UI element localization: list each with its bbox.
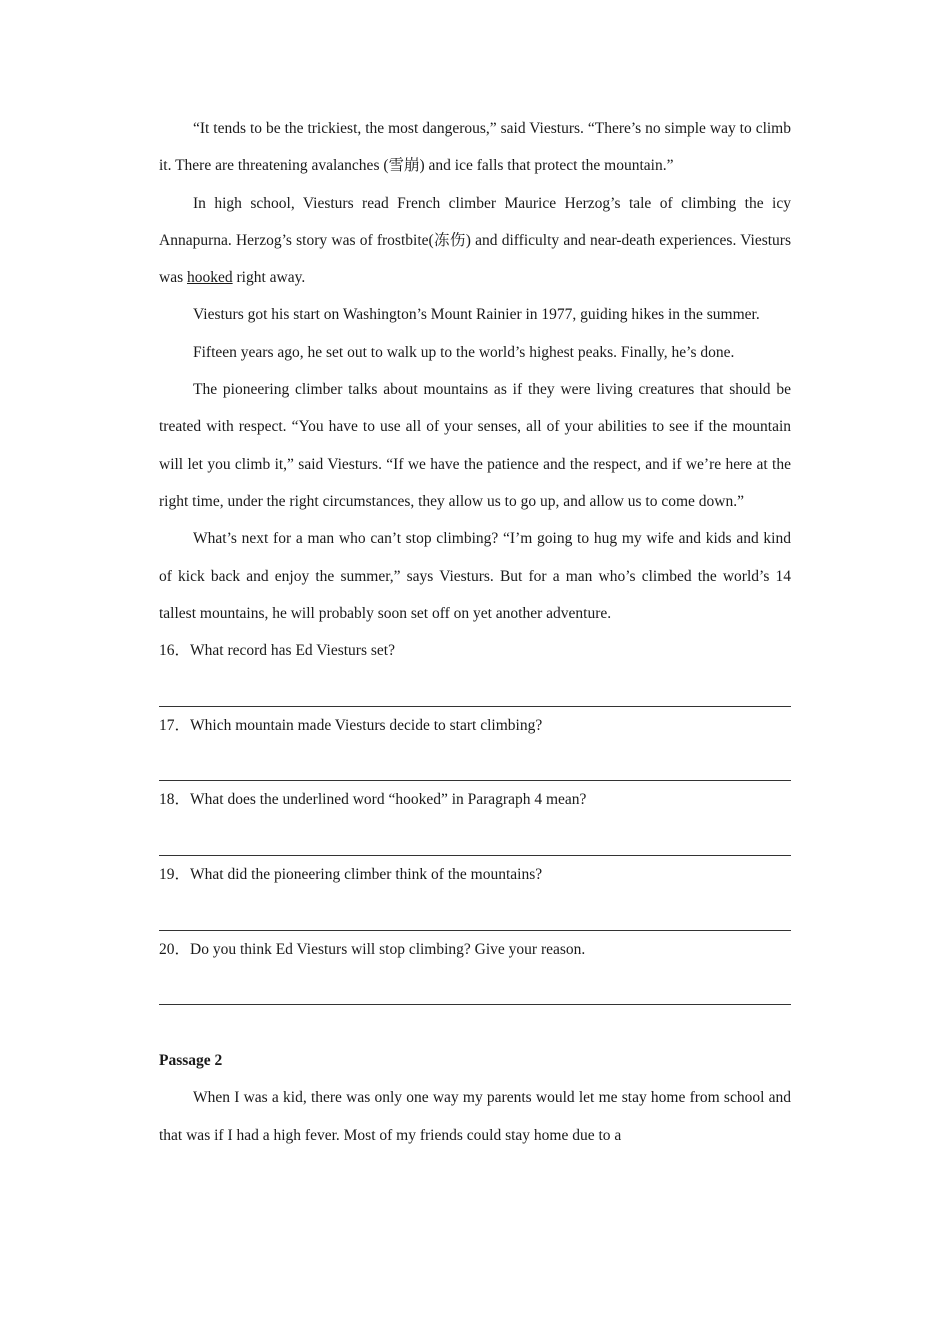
document-page <box>159 110 791 1154</box>
paragraph-whats-next: What’s next for a man who can’t stop climbing? “I’m going to hug my wife and kids and kind of kick back and enjoy the summer,” says Viesturs. But for a man who’s climbed the world’s 14 tallest mountains, he will probably soon set off on yet another adventure. <box>159 530 791 622</box>
paragraph-herzog <box>159 185 791 297</box>
question-prompt: Do you think Ed Viesturs will stop climbing? Give your reason. <box>190 940 586 958</box>
paragraph-fifteen-years: Fifteen years ago, he set out to walk up to the world’s highest peaks. Finally, he’s done. <box>193 343 735 361</box>
question-prompt: What does the underlined word “hooked” in Paragraph 4 mean? <box>190 791 587 809</box>
question-18 <box>159 781 791 856</box>
question-number: 17． <box>159 716 191 734</box>
question-text <box>159 632 791 669</box>
question-text <box>159 707 791 744</box>
answer-line[interactable] <box>159 744 791 781</box>
question-text <box>159 781 791 818</box>
question-17 <box>159 707 791 782</box>
question-text <box>159 931 791 968</box>
question-prompt: What record has Ed Viesturs set? <box>190 642 395 660</box>
question-number: 18． <box>159 791 191 809</box>
answer-line[interactable] <box>159 893 791 930</box>
paragraph-avalanche: “It tends to be the trickiest, the most dangerous,” said Viesturs. “There’s no simple way to climb it. There are threatening avalanches (雪崩) and ice falls that protect the mountain.” <box>159 120 791 175</box>
question-prompt: What did the pioneering climber think of the mountains? <box>190 865 543 883</box>
answer-line[interactable] <box>159 819 791 856</box>
paragraph-herzog-tail: right away. <box>232 269 306 287</box>
paragraph-rainier: Viesturs got his start on Washington’s Mount Rainier in 1977, guiding hikes in the summer. <box>193 306 760 324</box>
answer-line[interactable] <box>159 669 791 706</box>
question-number: 20． <box>159 940 191 958</box>
passage-2-title: Passage 2 <box>159 1052 223 1070</box>
underlined-word-hooked: hooked <box>186 269 233 287</box>
question-19 <box>159 856 791 931</box>
paragraph-pioneering: The pioneering climber talks about mountains as if they were living creatures that should be treated with respect. “You have to use all of your senses, all of your abilities to see if the mountain will let you climb it,” said Viesturs. “If we have the patience and the respect, and if we’re here at the right time, under the right circumstances, they allow us to go up, and allow us to come down.” <box>159 381 791 510</box>
paragraph-herzog-text: In high school, Viesturs read French climber Maurice Herzog’s tale of climbing the icy Annapurna. Herzog’s story was of frostbite(冻伤) and difficulty and near-death experiences. Viesturs was <box>159 194 791 287</box>
passage-2-intro: When I was a kid, there was only one way my parents would let me stay home from school and that was if I had a high fever. Most of my friends could stay home due to a <box>159 1089 791 1144</box>
question-number: 19． <box>159 865 191 883</box>
question-text <box>159 856 791 893</box>
answer-line[interactable] <box>159 968 791 1005</box>
question-20 <box>159 931 791 1006</box>
question-16 <box>159 632 791 707</box>
question-prompt: Which mountain made Viesturs decide to start climbing? <box>190 716 543 734</box>
question-number: 16． <box>159 642 191 660</box>
